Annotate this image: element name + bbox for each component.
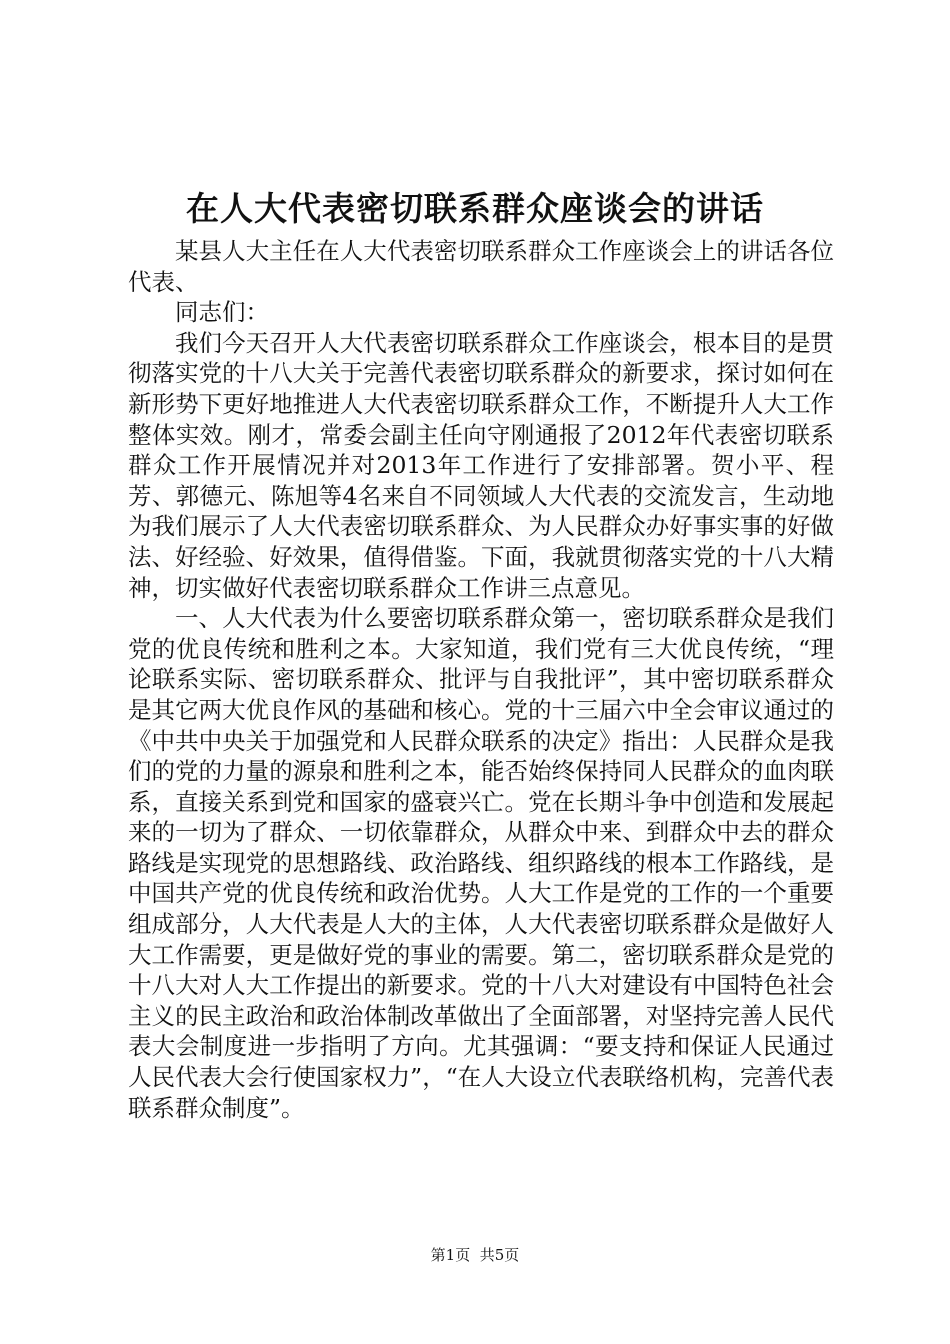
paragraph-salutation: 同志们： [175, 298, 269, 327]
page-number: 第1页 [430, 1246, 471, 1264]
paragraph-intro: 某县人大主任在人大代表密切联系群众工作座谈会上的讲话各位代表、 [128, 237, 834, 296]
page-total: 共5页 [479, 1246, 520, 1264]
document-body [128, 236, 834, 1123]
paragraph-section-one: 一、人大代表为什么要密切联系群众第一，密切联系群众是我们党的优良传统和胜利之本。大家知道，我们党有三大优良传统，“理论联系实际、密切联系群众、批评与自我批评”，其中密切联系群众是其它两大优良作风的基础和核心。党的十三届六中全会审议通过的《中共中央关于加强党和人民群众联系的决定》指出：人民群众是我们的党的力量的源泉和胜利之本，能否始终保持同人民群众的血肉联系，直接关系到党和国家的盛衰兴亡。党在长期斗争中创造和发展起来的一切为了群众、一切依靠群众，从群众中来、到群众中去的群众路线是实现党的思想路线、政治路线、组织路线的根本工作路线，是中国共产党的优良传统和政治优势。人大工作是党的工作的一个重要组成部分，人大代表是人大的主体，人大代表密切联系群众是做好人大工作需要，更是做好党的事业的需要。第二，密切联系群众是党的十八大对人大工作提出的新要求。党的十八大对建设有中国特色社会主义的民主政治和政治体制改革做出了全面部署，对坚持完善人民代表大会制度进一步指明了方向。尤其强调：“要支持和保证人民通过人民代表大会行使国家权力”，“在人大设立代表联络机构，完善代表联系群众制度”。 [128, 604, 834, 1122]
paragraph-opening: 我们今天召开人大代表密切联系群众工作座谈会，根本目的是贯彻落实党的十八大关于完善代表密切联系群众的新要求，探讨如何在新形势下更好地推进人大代表密切联系群众工作，不断提升人大工作整体实效。刚才，常委会副主任向守刚通报了2012年代表密切联系群众工作开展情况并对2013年工作进行了安排部署。贺小平、程芳、郭德元、陈旭等4名来自不同领域人大代表的交流发言，生动地为我们展示了人大代表密切联系群众、为人民群众办好事实事的好做法、好经验、好效果，值得借鉴。下面，我就贯彻落实党的十八大精神，切实做好代表密切联系群众工作讲三点意见。 [128, 328, 834, 602]
document-title: 在人大代表密切联系群众座谈会的讲话 [186, 189, 764, 228]
page-footer [0, 1243, 950, 1267]
